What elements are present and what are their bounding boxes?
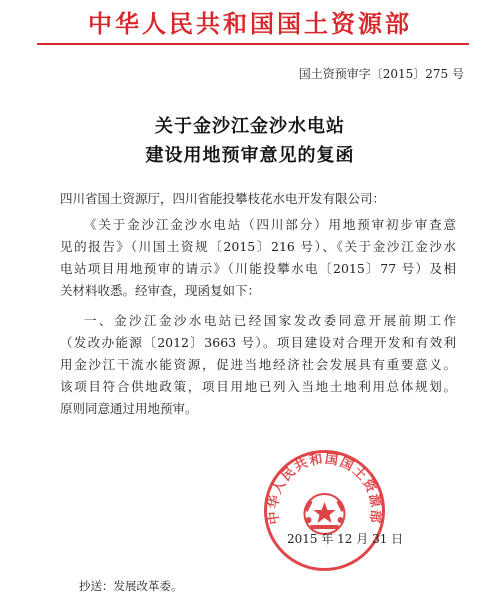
body-line: （发改办能源〔2012〕3663 号）。项目建设对合理开发和有效利 [60, 335, 456, 350]
body-line: 《关于金沙江金沙水电站（四川部分）用地预审初步审查意 [84, 217, 456, 232]
body-line: 见的报告》（川国土资规〔2015〕216 号）、《关于金沙江金沙水 [60, 239, 456, 254]
body-line: 原则同意通过用地预审。 [60, 401, 198, 416]
body-line: 用金沙江干流水能资源，促进当地经济社会发展具有重要意义。 [60, 357, 456, 372]
seal-text: 中华人民共和国国土资源部 [266, 451, 383, 526]
cc-line: 抄送：发展改革委。 [79, 579, 183, 593]
letterhead-title: 中华人民共和国国土资源部 [88, 10, 412, 38]
document-title-line-2: 建设用地预审意见的复函 [145, 145, 355, 166]
body-line: 一、金沙江金沙水电站已经国家发改委同意开展前期工作 [84, 313, 456, 328]
document-title-line-1: 关于金沙江金沙水电站 [155, 116, 345, 137]
body-line: 该项目符合供地政策，项目用地已列入当地土地利用总体规划。 [60, 379, 456, 394]
document-number: 国土资预审字〔2015〕275 号 [298, 67, 464, 81]
document-date: 2015 年 12 月 31 日 [287, 532, 404, 546]
body-line: 关材料收悉。经审查，现函复如下： [60, 283, 261, 298]
letterhead-red-rule [37, 43, 469, 45]
body-line: 电站项目用地预审的请示》（川能投攀水电〔2015〕77 号）及相 [60, 261, 456, 276]
official-seal-icon [262, 448, 387, 573]
salutation: 四川省国土资源厅，四川省能投攀枝花水电开发有限公司： [60, 191, 386, 206]
